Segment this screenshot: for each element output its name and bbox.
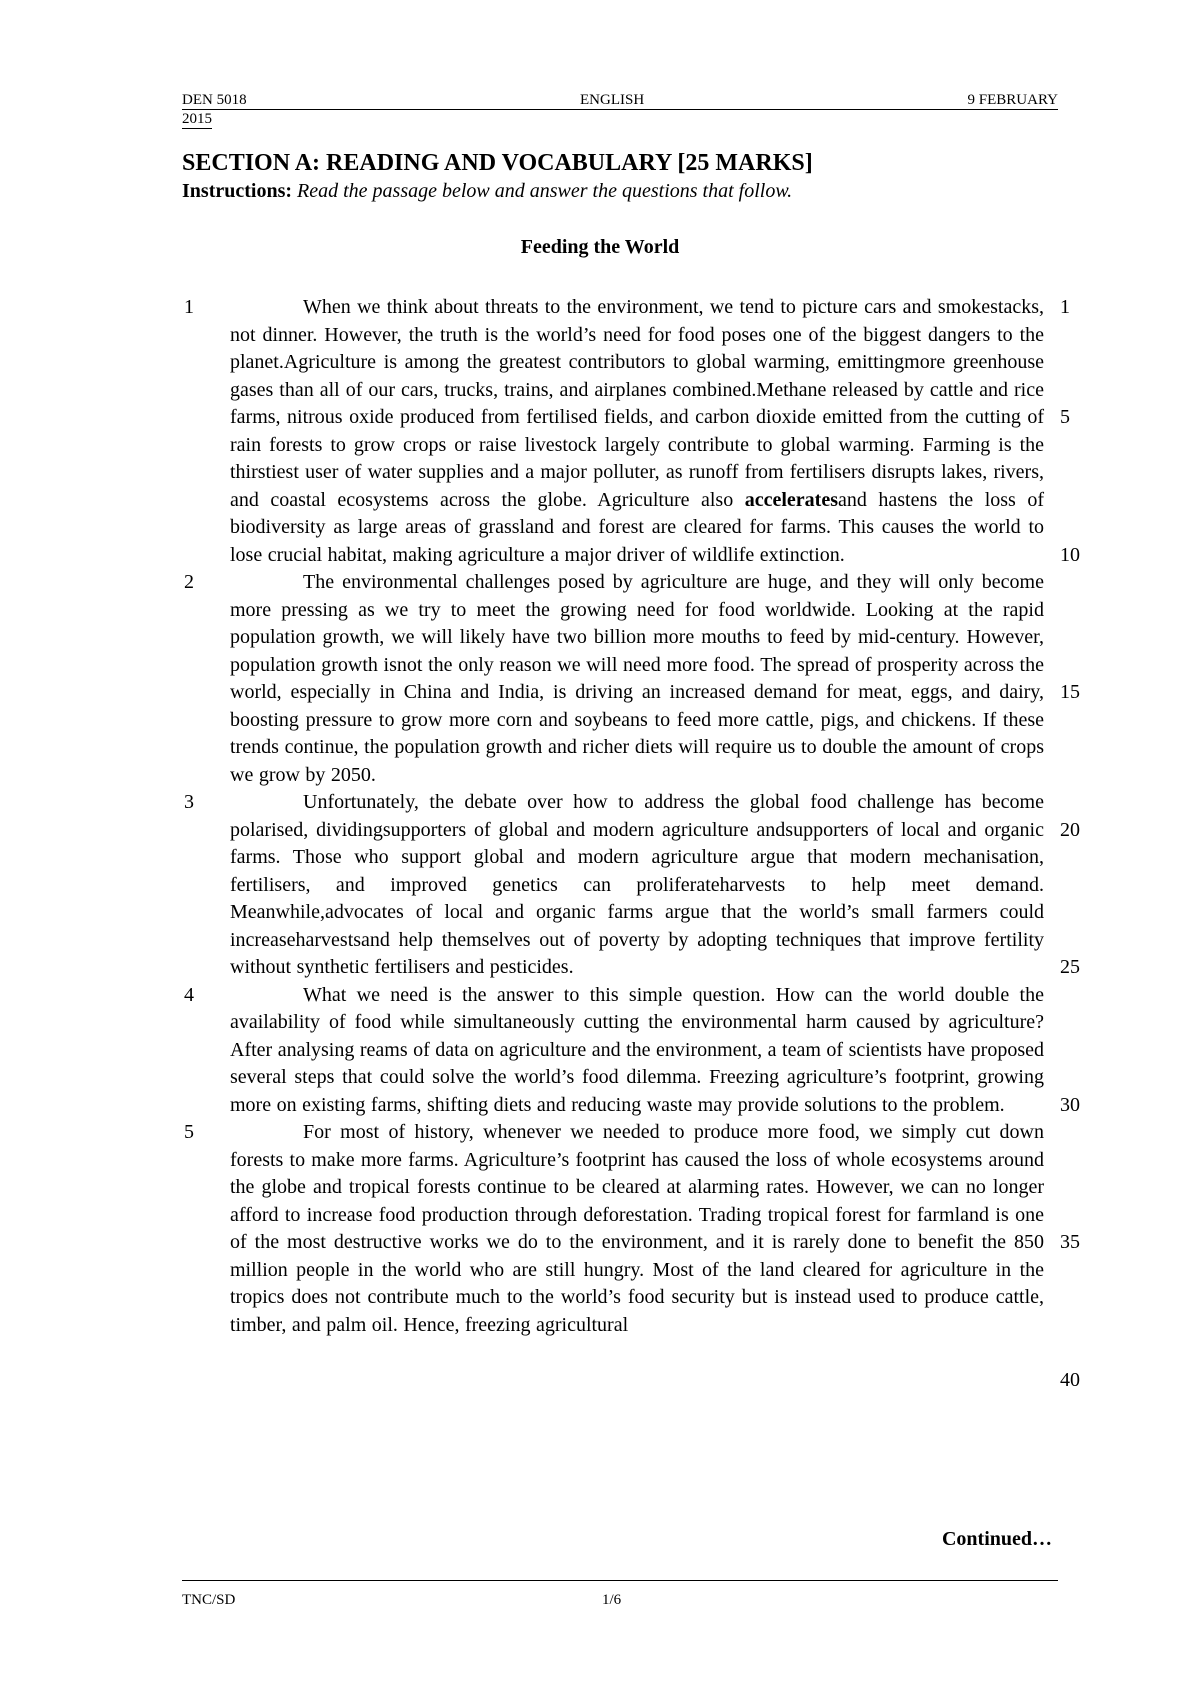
line-number: 10	[1060, 543, 1080, 566]
paragraph-number: 3	[184, 791, 194, 813]
line-number: 5	[1060, 406, 1070, 428]
footer-initials: TNC/SD	[182, 1592, 236, 1608]
paragraph-text	[230, 294, 1044, 569]
paragraph-number: 1	[184, 296, 194, 318]
page-header	[182, 91, 1058, 129]
instructions-text: Read the passage below and answer the questions that follow.	[297, 180, 793, 202]
header-line	[182, 91, 1058, 110]
paragraph-text-part: and hastens the loss of biodiversity as large areas of grassland and forest are cleared for farms. This causes the world to lose crucial habitat, making agriculture a major driver of wildlife extinction.	[230, 488, 1044, 566]
paragraph-number: 4	[184, 983, 194, 1006]
line-number: 15	[1060, 681, 1080, 703]
page-number: 1/6	[602, 1592, 622, 1608]
paragraph-text-part: When we think about threats to the environment, we tend to picture cars and smokestacks, not dinner. However, the truth is the world’s need for food poses one of the biggest dangers to the planet.Agriculture is among the greatest contributors to global warming, emittingmore greenhouse gases than all of our cars, trucks, trains, and airplanes combined.Methane released by cattle and rice farms, nitrous oxide produced from fertilised fields, and carbon dioxide emitted from the cutting of rain forests to grow crops or raise livestock largely contribute to global warming. Farming is the thirstiest user of water supplies and a major polluter, as runoff from fertilisers disrupts lakes, rivers, and coastal ecosystems across the globe. Agriculture also	[230, 296, 1044, 511]
line-number: 35	[1060, 1231, 1080, 1253]
exam-year: 2015	[182, 111, 212, 127]
line-number: 30	[1060, 1093, 1080, 1116]
paragraph-text: Unfortunately, the debate over how to address the global food challenge has become polarised, dividingsupporters of global and modern agriculture andsupporters of local and organic farms. Those who support global and modern agriculture argue that modern mechanisation, fertilisers, and improved genetics can proliferateharvests to help meet demand. Meanwhile,advocates of local and organic farms argue that the world’s small farmers could increaseharvestsand help themselves out of poverty by adopting techniques that improve fertility without synthetic fertilisers and pesticides.	[230, 791, 1044, 978]
continued-label: Continued…	[941, 1528, 1052, 1550]
course-code: DEN 5018	[182, 92, 247, 108]
vocabulary-word: accelerates	[744, 488, 838, 511]
passage-body	[0, 294, 1200, 1339]
paragraph-number: 2	[184, 571, 194, 593]
paragraph	[0, 982, 1200, 1120]
paragraph	[0, 789, 1200, 982]
paragraph-text: For most of history, whenever we needed to produce more food, we simply cut down forests to make more farms. Agriculture’s footprint has caused the loss of whole ecosystems around the globe and tropical forests continue to be cleared at alarming rates. However, we can no longer afford to increase food production through deforestation. Trading tropical forest for farmland is one of the most destructive works we do to the environment, and it is rarely done to benefit the 850 million people in the world who are still hungry. Most of the land cleared for agriculture in the tropics does not contribute much to the world’s food security but is instead used to produce cattle, timber, and palm oil. Hence, freezing agricultural	[230, 1121, 1044, 1336]
line-number: 20	[1060, 818, 1080, 841]
paragraph-text: What we need is the answer to this simple question. How can the world double the availability of food while simultaneously cutting the environmental harm caused by agriculture? After analysing reams of data on agriculture and the environment, a team of scientists have proposed several steps that could solve the world’s food dilemma. Freezing agriculture’s footprint, growing more on existing farms, shifting diets and reducing waste may provide solutions to the problem.	[230, 983, 1044, 1116]
line-number: 40	[1060, 1368, 1080, 1391]
section-title: SECTION A: READING AND VOCABULARY [25 MARKS]	[182, 150, 813, 176]
instructions	[182, 180, 792, 203]
paragraph	[0, 294, 1200, 569]
footer-divider	[182, 1580, 1058, 1581]
subject: ENGLISH	[580, 92, 645, 108]
paragraph	[0, 1119, 1200, 1339]
line-number: 25	[1060, 956, 1080, 978]
exam-date: 9 FEBRUARY	[967, 92, 1058, 108]
passage-title: Feeding the World	[520, 236, 680, 258]
line-number: 1	[1060, 296, 1070, 318]
paragraph-number: 5	[184, 1121, 194, 1143]
paragraph	[0, 569, 1200, 789]
page-footer	[182, 1592, 1058, 1612]
instructions-label: Instructions:	[182, 180, 293, 202]
paragraph-text: The environmental challenges posed by agriculture are huge, and they will only become more pressing as we try to meet the growing need for food worldwide. Looking at the rapid population growth, we will likely have two billion more mouths to feed by mid-century. However, population growth isnot the only reason we will need more food. The spread of prosperity across the world, especially in China and India, is driving an increased demand for meat, eggs, and dairy, boosting pressure to grow more corn and soybeans to feed more cattle, pigs, and chickens. If these trends continue, the population growth and richer diets will require us to double the amount of crops we grow by 2050.	[230, 571, 1044, 786]
